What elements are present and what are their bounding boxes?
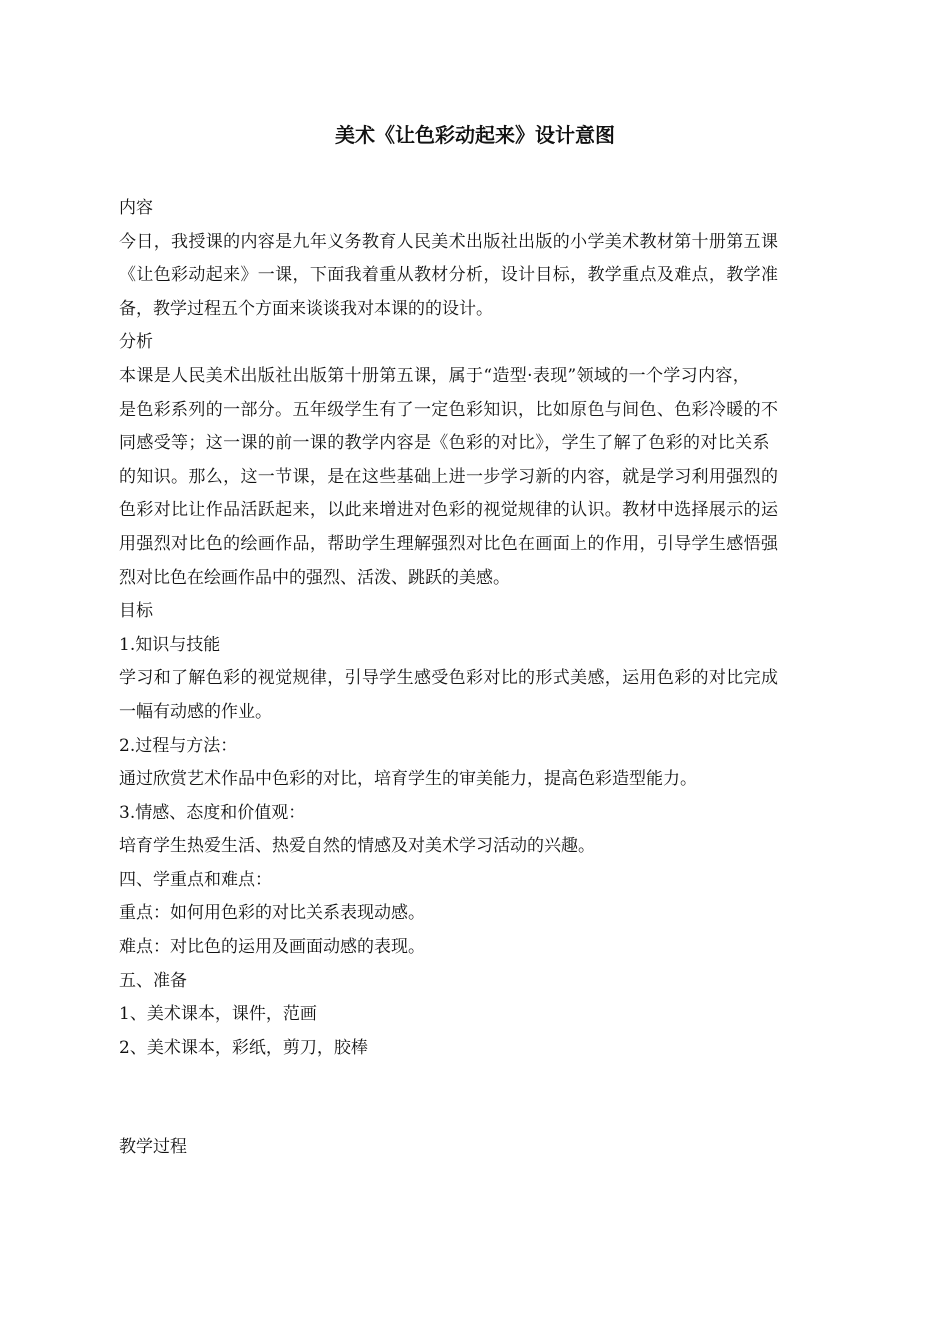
paragraph-line: 同感受等；这一课的前一课的教学内容是《色彩的对比》，学生了解了色彩的对比关系 (119, 433, 770, 454)
blank-space (119, 1065, 857, 1131)
paragraph-line: 今日，我授课的内容是九年义务教育人民美术出版社出版的小学美术教材第十册第五课 (119, 231, 779, 252)
paragraph-line: 《让色彩动起来》一课，下面我着重从教材分析，设计目标，教学重点及难点，教学准 (119, 265, 779, 286)
paragraph-line: 色彩对比让作品活跃起来，以此来增进对色彩的视觉规律的认识。教材中选择展示的运 (119, 500, 779, 521)
paragraph-line: 烈对比色在绘画作品中的强烈、活泼、跳跃的美感。 (119, 567, 510, 588)
preparation-item: 2、美术课本，彩纸，剪刀，胶棒 (119, 1037, 368, 1058)
paragraph-line: 用强烈对比色的绘画作品，帮助学生理解强烈对比色在画面上的作用，引导学生感悟强 (119, 533, 779, 554)
section-heading-goals: 目标 (119, 601, 153, 622)
document-title: 美术《让色彩动起来》设计意图 (335, 123, 615, 147)
paragraph-line: 备，教学过程五个方面来谈谈我对本课的的设计。 (119, 298, 493, 319)
paragraph-line: 是色彩系列的一部分。五年级学生有了一定色彩知识，比如原色与间色、色彩冷暖的不 (119, 399, 779, 420)
paragraph-line: 本课是人民美术出版社出版第十册第五课，属于“造型·表现”领域的一个学习内容， (119, 365, 751, 386)
paragraph-line: 学习和了解色彩的视觉规律，引导学生感受色彩对比的形式美感，运用色彩的对比完成 (119, 668, 779, 689)
subheading-knowledge-skills: 1.知识与技能 (119, 634, 221, 655)
section-heading-content: 内容 (119, 198, 153, 218)
section-heading-analysis: 分析 (119, 332, 153, 353)
paragraph-line: 的知识。那么，这一节课，是在这些基础上进一步学习新的内容，就是学习利用强烈的 (119, 466, 779, 487)
subheading-process-method: 2.过程与方法： (119, 735, 238, 756)
key-point-line: 重点：如何用色彩的对比关系表现动感。 (119, 903, 425, 924)
preparation-item: 1、美术课本，课件，范画 (119, 1004, 317, 1025)
document-body (119, 192, 857, 1165)
section-heading-preparation: 五、准备 (119, 970, 187, 991)
section-heading-key-points: 四、学重点和难点： (119, 869, 272, 890)
paragraph-line: 一幅有动感的作业。 (119, 701, 272, 722)
paragraph-line: 培育学生热爱生活、热爱自然的情感及对美术学习活动的兴趣。 (119, 836, 595, 857)
section-heading-teaching-process: 教学过程 (119, 1137, 187, 1158)
difficulty-line: 难点：对比色的运用及画面动感的表现。 (119, 937, 425, 958)
subheading-emotion-values: 3.情感、态度和价值观： (119, 802, 306, 823)
paragraph-line: 通过欣赏艺术作品中色彩的对比，培育学生的审美能力，提高色彩造型能力。 (119, 769, 697, 790)
